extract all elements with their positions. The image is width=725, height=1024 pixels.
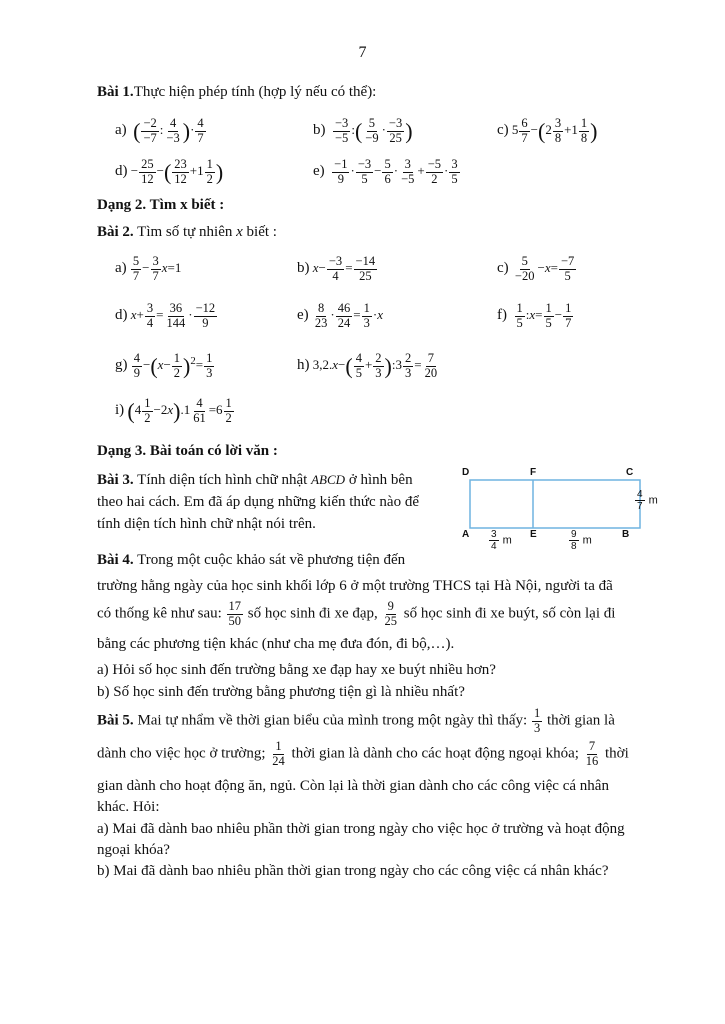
bai5-line3: gian dành cho hoạt động ăn, ngủ. Còn lại là thời gian dành cho các công việc cá nhân — [97, 778, 609, 794]
bai1-heading — [97, 84, 376, 101]
bai5-line4: khác. Hỏi: — [97, 799, 160, 815]
bai2-var: x — [236, 224, 243, 240]
bai3-text-b: ở hình bên — [345, 472, 413, 488]
bai4-text-3b: số học sinh đi xe đạp, — [244, 605, 382, 622]
bai1-expr-a: a) ( $\frac{-2}{-7}$ : $\frac{4}{-3}$ )· $\frac{4}{7}$ — [115, 116, 204, 145]
dang3-heading: Dạng 3. Bài toán có lời văn : — [97, 443, 278, 459]
dim-eb — [568, 529, 592, 552]
bai5-line2 — [97, 740, 629, 769]
bai2-title: Bài 2. — [97, 224, 134, 240]
bai5-question-a1: a) Mai đã dành bao nhiêu phần thời gian trong ngày cho việc học ở trường và hoạt động — [97, 821, 625, 837]
bai2-expr-e: e) $\frac{8}{23}$ · $\frac{46}{24}$ = $\frac{1}{3}$ ·x — [297, 301, 383, 330]
bai4-f1-num: 17 — [228, 599, 242, 613]
dim-ae-den: 4 — [491, 541, 497, 552]
bai3-text-a: Tính diện tích hình chữ nhật — [133, 472, 312, 488]
dim-eb-den: 8 — [571, 541, 577, 552]
point-a: A — [462, 529, 470, 540]
bai4-question-b: b) Số học sinh đến trường bằng phương tiện gì là nhiều nhất? — [97, 684, 465, 700]
point-c: C — [626, 467, 634, 478]
dang2-heading: Dạng 2. Tìm x biết : — [97, 197, 225, 213]
bai2-expr-c: c) $\frac{5}{-20}$ −x= $\frac{-7}{5}$ — [497, 254, 575, 283]
bai3-line1 — [97, 472, 413, 489]
dim-right — [634, 489, 658, 512]
bai1-text: Thực hiện phép tính (hợp lý nếu có thể): — [133, 84, 377, 100]
bai2-expr-b: b) x− $\frac{-3}{4}$ = $\frac{-14}{25}$ — [297, 254, 376, 283]
bai5-text-1a: Mai tự nhẩm về thời gian biểu của mình trong một ngày thì thấy: — [133, 712, 531, 729]
page-number: 7 — [358, 44, 367, 61]
bai3-title: Bài 3. — [97, 472, 134, 488]
rectangle-diagram — [458, 463, 673, 563]
bai3-line2: theo hai cách. Em đã áp dụng những kiến thức nào để — [97, 494, 419, 510]
bai5-line1 — [97, 707, 615, 736]
bai5-title: Bài 5. — [97, 712, 134, 729]
bai4-line4: bằng các phương tiện khác (như cha mẹ đưa đón, đi bộ,…). — [97, 636, 455, 652]
dim-right-den: 7 — [637, 501, 643, 512]
bai1-title: Bài 1. — [97, 84, 134, 100]
bai5-text-1b: thời gian là — [543, 712, 615, 729]
bai5-question-a2: ngoại khóa? — [97, 842, 170, 858]
bai5-f3-den: 16 — [585, 753, 599, 768]
bai5-f2-num: 1 — [275, 739, 282, 753]
dim-right-unit: m — [648, 494, 658, 507]
bai4-line2: trường hằng ngày của học sinh khối lớp 6 ở một trường THCS tại Hà Nội, người ta đã — [97, 578, 613, 594]
bai4-line1 — [97, 552, 405, 569]
bai5-text-2a: dành cho việc học ở trường; — [97, 745, 270, 762]
bai4-question-a: a) Hỏi số học sinh đến trường bằng xe đạp hay xe buýt nhiều hơn? — [97, 662, 496, 678]
rectangle-abcd — [470, 480, 640, 528]
bai2-text-a: Tìm số tự nhiên — [133, 224, 237, 240]
bai2-expr-i: i) (4 $\frac{1}{2}$ −2x).1 $\frac{4}{61}$ =6 $\frac{1}{2}$ — [115, 396, 232, 425]
bai3-rect-name: ABCD — [311, 472, 346, 487]
bai1-expr-d: d) − $\frac{25}{12}$ −( $\frac{23}{12}$ +1 $\frac{1}{2}$ ) — [115, 157, 224, 186]
dim-ae — [488, 529, 512, 552]
point-b: B — [622, 529, 630, 540]
bai2-expr-f: f) $\frac{1}{5}$ :x= $\frac{1}{5}$ − $\frac{1}{7}$ — [497, 301, 572, 330]
bai2-expr-g: g) $\frac{4}{9}$ −(x− $\frac{1}{2}$ )$^2$= $\frac{1}{3}$ — [115, 351, 213, 380]
bai4-title: Bài 4. — [97, 552, 134, 568]
bai2-heading — [97, 224, 277, 241]
bai4-line3 — [97, 600, 615, 629]
point-e: E — [530, 529, 537, 540]
bai5-f1-num: 1 — [533, 706, 541, 720]
bai5-question-b: b) Mai đã dành bao nhiêu phần thời gian trong ngày cho các công việc cá nhân khác? — [97, 863, 609, 879]
bai4-text-3a: có thống kê như sau: — [97, 605, 226, 622]
bai4-f2-den: 25 — [384, 613, 398, 628]
point-f: F — [530, 467, 537, 478]
bai4-f2-num: 9 — [387, 599, 394, 613]
bai1-expr-c: c) 5 $\frac{6}{7}$ −(2 $\frac{3}{8}$ +1 $\frac{1}{8}$ ) — [497, 116, 598, 145]
bai2-text-b: biết : — [242, 224, 277, 240]
bai5-f1-den: 3 — [533, 720, 541, 735]
bai5-text-2b: thời gian là dành cho các hoạt động ngoại khóa; — [287, 745, 583, 762]
bai4-f1-den: 50 — [228, 613, 242, 628]
bai1-expr-b: b) $\frac{-3}{-5}$ :( $\frac{5}{-9}$ · $\frac{-3}{25}$ ) — [313, 116, 413, 145]
bai2-expr-d: d) x+ $\frac{3}{4}$ = $\frac{36}{144}$ · $\frac{-12}{9}$ — [115, 301, 216, 330]
bai5-f2-den: 24 — [272, 753, 285, 768]
bai1-expr-e: e) $\frac{-1}{9}$ · $\frac{-3}{5}$ − $\frac{5}{6}$ · $\frac{3}{-5}$ + $\frac{-5}{2}$ · $\frac{3}{5}$ — [313, 157, 458, 186]
bai3-line3: tính diện tích hình chữ nhật nói trên. — [97, 516, 316, 532]
bai4-text-1: Trong một cuộc khảo sát về phương tiện đến — [133, 552, 406, 568]
bai2-expr-h: h) 3,2.x−( $\frac{4}{5}$ + $\frac{2}{3}$ ):3 $\frac{2}{3}$ = $\frac{7}{20}$ — [297, 351, 438, 380]
bai2-expr-a: a) $\frac{5}{7}$ − $\frac{3}{7}$ x=1 — [115, 254, 182, 283]
bai5-f3-num: 7 — [588, 739, 596, 753]
dim-ae-unit: m — [502, 534, 512, 547]
dim-eb-num: 9 — [571, 529, 577, 540]
dim-right-num: 4 — [637, 489, 643, 500]
dim-eb-unit: m — [582, 534, 592, 547]
bai5-text-2c: thời — [601, 745, 629, 762]
point-d: D — [462, 467, 470, 478]
dim-ae-num: 3 — [491, 529, 497, 540]
bai4-text-3c: số học sinh đi xe buýt, số còn lại đi — [400, 605, 616, 622]
